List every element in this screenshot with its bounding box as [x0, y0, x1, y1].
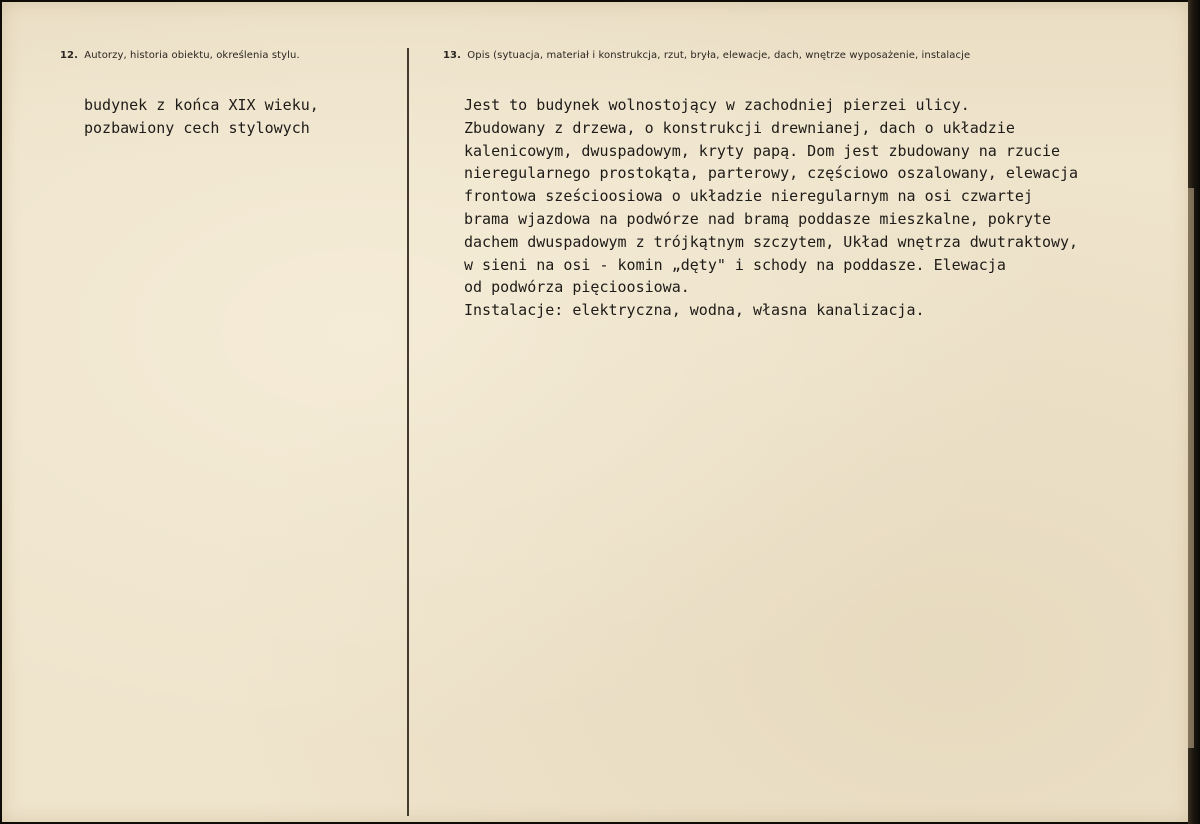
column-divider	[407, 48, 409, 816]
record-card	[2, 2, 1190, 822]
field-13-typed-text	[464, 94, 1078, 322]
field-13-number: 13.	[443, 50, 462, 61]
typed-line: Zbudowany z drzewa, o konstrukcji drewnianej, dach o układzie	[464, 118, 1015, 137]
typed-line: pozbawiony cech stylowych	[84, 118, 310, 137]
scan-edge-highlight	[1188, 188, 1194, 748]
typed-line: budynek z końca XIX wieku,	[84, 96, 319, 114]
scan-edge	[1188, 0, 1200, 824]
typed-line: kalenicowym, dwuspadowym, kryty papą. Dom jest zbudowany na rzucie	[464, 141, 1061, 160]
typed-line: od podwórza pięcioosiowa.	[464, 278, 690, 297]
field-12-label: Autorzy, historia obiektu, określenia stylu.	[84, 50, 300, 61]
typed-line: nieregularnego prostokąta, parterowy, częściowo oszalowany, elewacja	[464, 164, 1079, 183]
field-12-header	[60, 50, 300, 61]
field-12-number: 12.	[60, 50, 79, 61]
typed-line: frontowa sześcioosiowa o układzie nieregularnym na osi czwartej	[464, 187, 1033, 206]
typed-line: Jest to budynek wolnostojący w zachodniej pierzei ulicy.	[464, 96, 970, 114]
field-13-header	[443, 50, 970, 61]
field-12-typed-text	[84, 94, 319, 140]
typed-line: w sieni na osi - komin „dęty" i schody na poddasze. Elewacja	[464, 255, 1006, 274]
typed-line: Instalacje: elektryczna, wodna, własna kanalizacja.	[464, 301, 925, 320]
field-13-label: Opis (sytuacja, materiał i konstrukcja, rzut, bryła, elewacje, dach, wnętrze wyposażenie, instalacje	[467, 50, 971, 61]
typed-line: dachem dwuspadowym z trójkątnym szczytem, Układ wnętrza dwutraktowy,	[464, 232, 1079, 251]
typed-line: brama wjazdowa na podwórze nad bramą poddasze mieszkalne, pokryte	[464, 209, 1051, 228]
